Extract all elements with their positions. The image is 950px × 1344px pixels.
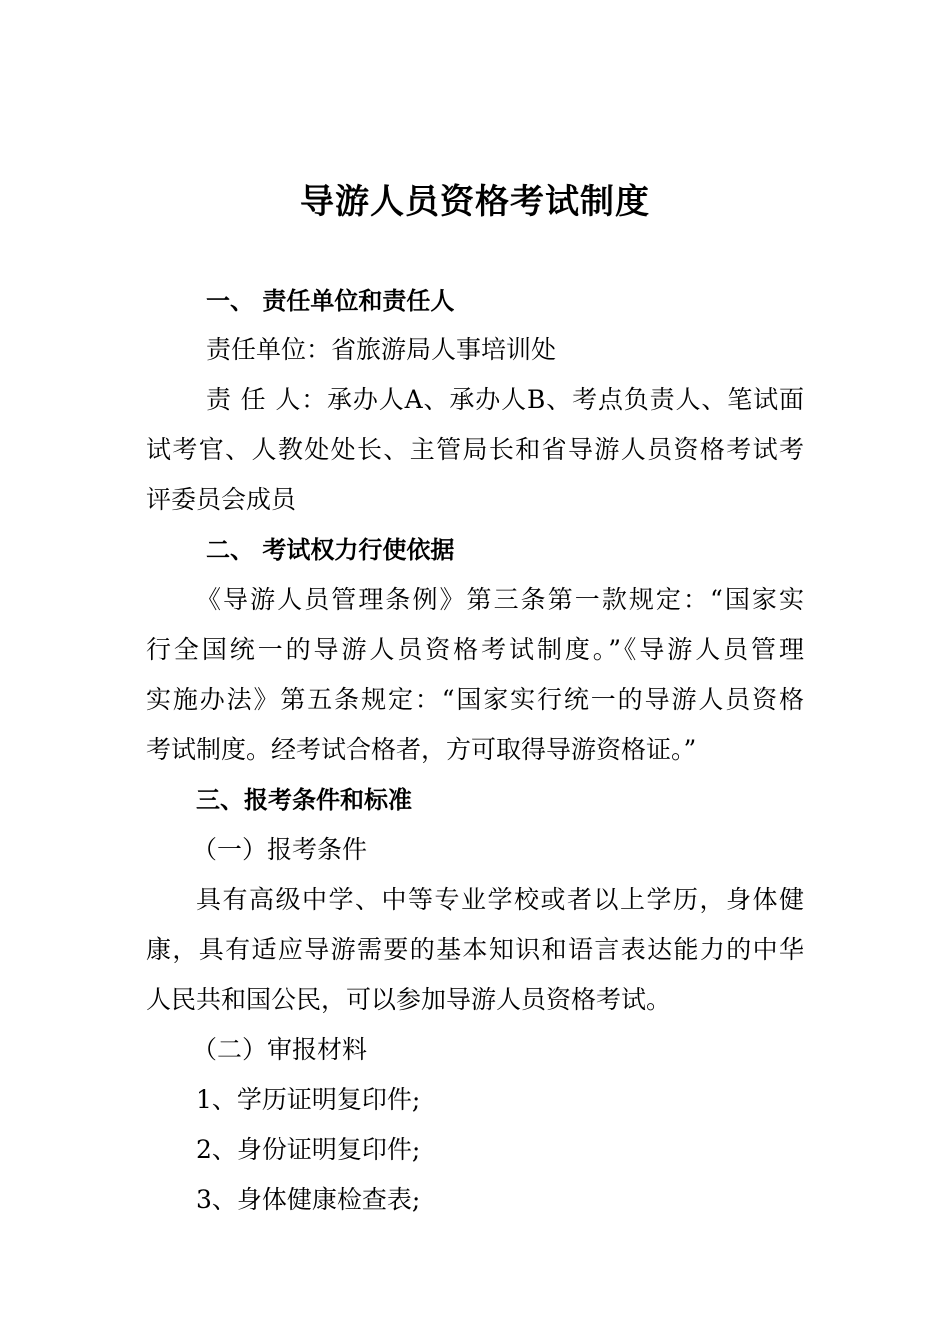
material-item-2: 2、身份证明复印件; xyxy=(196,1135,421,1164)
basis-line-2: 行全国统一的导游人员资格考试制度。”《导游人员管理 xyxy=(146,635,804,664)
basis-line-3: 实施办法》第五条规定：“国家实行统一的导游人员资格 xyxy=(146,685,804,714)
material-item-3: 3、身体健康检查表; xyxy=(196,1185,421,1214)
responsible-person-line-3: 评委员会成员 xyxy=(146,485,297,514)
section-heading-2: 二、 考试权力行使依据 xyxy=(206,536,455,564)
section-heading-3: 三、报考条件和标准 xyxy=(196,786,412,814)
subheading-conditions: （一）报考条件 xyxy=(192,835,368,864)
subheading-materials: （二）审报材料 xyxy=(192,1035,368,1064)
conditions-line-1: 具有高级中学、中等专业学校或者以上学历，身体健 xyxy=(196,885,804,914)
basis-line-4: 考试制度。经考试合格者，方可取得导游资格证。” xyxy=(146,735,697,764)
responsible-person-line-1: 责 任 人：承办人A、承办人B、考点负责人、笔试面 xyxy=(206,385,804,414)
basis-line-1: 《导游人员管理条例》第三条第一款规定：“国家实 xyxy=(196,585,804,614)
document-title: 导游人员资格考试制度 xyxy=(300,182,650,222)
conditions-line-3: 人民共和国公民，可以参加导游人员资格考试。 xyxy=(146,985,672,1014)
conditions-line-2: 康，具有适应导游需要的基本知识和语言表达能力的中华 xyxy=(146,935,804,964)
section-heading-1: 一、 责任单位和责任人 xyxy=(206,287,455,315)
responsible-unit-line: 责任单位：省旅游局人事培训处 xyxy=(206,335,557,364)
material-item-1: 1、学历证明复印件; xyxy=(196,1085,421,1114)
responsible-person-line-2: 试考官、人教处处长、主管局长和省导游人员资格考试考 xyxy=(146,435,804,464)
